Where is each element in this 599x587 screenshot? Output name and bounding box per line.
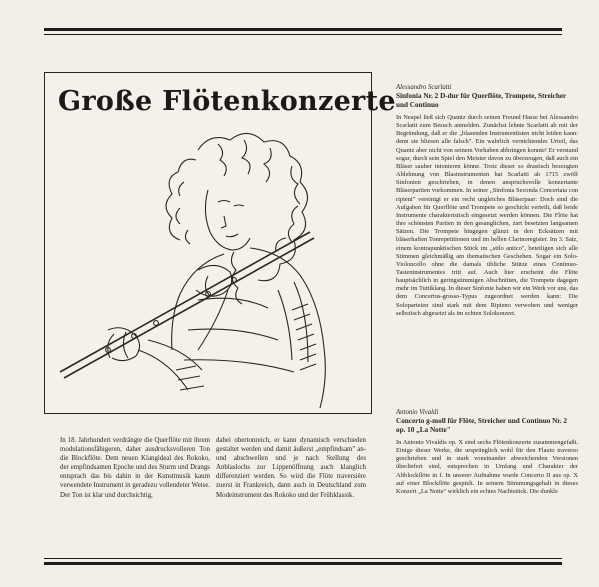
section-vivaldi [396,408,578,496]
bottom-rule-thin [44,558,562,559]
intro-column-1: In 18. Jahrhundert verdrängte die Querflöte mit ihrem modulationsfähigeren, daher ausdrucksvolleren Ton die Blockflöte. Dem neuen Klangideal des Rokoko, der empfindsamen Epoche und des Sturm und Drangs entsprach das bis dahin in der Kunstmusik kaum verwendete Instrument in geradezu vollendeter Weise. Der Ton ist klar und durchsichtig, [60,437,210,499]
section-body: In Neapel ließ sich Quantz durch seinen Freund Hasse bei Alessandro Scarlatti zum Besuch anmelden. Zunächst lehnte Scarlatti ab mit der Begründung, daß er die „blasenden Instrumentisten nicht leiden kann: denn sie bliesen alle falsch". Ein wahrlich vernichtendes Urteil, das Quantz aber nicht von seinem Vorhaben abbringen konnte! Er verstand sogar, durch sein Spiel den Meister davon zu überzeugen, daß auch ein Bläser sauber intonieren könne. Trotz dieser so drastisch bezeugten Ablehnung von Blasinstrumenten hat Scarlatti ab 1715 zwölf Sinfonien geschrieben, in denen anspruchsvolle konzertante Bläserpartien vorkommen. In seiner „Sinfonia Seconda Concertata con ripieni" vereinigt er ein recht ungleiches Bläserpaar: Doch sind die Aufgaben für Querflöte und Trompete so geschickt verteilt, daß beide Instrumente charakteristisch eingesetzt werden können. Die Flöte hat ihre schönsten Partien in den gesanglichen, zart besetzten langsamen Sätzen. Die Trompete hingegen glänzt in den Ecksätzen mit bläserhaften Tonrepetitionen und im hellen Clarinoregister. Im 3. Satz, einem kontrapunktischen Stück im „stilo antico", beteiligen sich alle Stimmen gleichmäßig am thematischen Geschehen. Sogar ein Solo-Violoncello ohne die damals übliche Stütze eines Continuo-Tasteninstrumentes tritt auf. Auch hier erscheint die Flöte hauptsächlich in geringstimmigen Abschnitten, die Trompete dagegen mehr im Tuttiklang. In dieser Sinfonie haben wir ein Werk vor uns, das dem Concertus-grosso-Typus zugeordnet werden kann: Die Soloparteien sind stark mit dem Ripieno verwoben und weniger selbstisch abgesetzt als im echten Solokonzert. [396,114,578,317]
bottom-rule-thick [44,562,562,565]
work-title: Concerto g-moll für Flöte, Streicher und Continuo Nr. 2 op. 10 „La Notte" [396,417,568,434]
top-rule-thin [44,34,562,35]
section-body: In Antonio Vivaldis op. X sind sechs Flötenkonzerte zusammengefaßt. Einige dieser Werke, die ursprünglich wohl für den Flauto traverso geschrieben und in stark voneinander abweichenden Versionen überliefert sind, entsprechen in Umfang und Charakter der Altblockflöte in f. In unserer Aufnahme wurde Concerto II aus op. X auf einer Blockflöte gespielt. In seinem Stimmungsgehalt in dieses Konzert „La Notte" wirklich ein echtes Nachtstück. Die dunkle [396,439,578,495]
composer-name: Alessandro Scarlatti [396,84,452,91]
composer-name: Antonio Vivaldi [396,409,439,416]
work-title: Sinfonia Nr. 2 D-dur für Querflöte, Trompete, Streicher und Continuo [396,92,567,109]
intro-column-2: dabei obertonreich, er kann dynamisch verschieden gestaltet werden und damit äußerst „empfindsam" an- und abschwellen und je nach Stellung des Anblaslochs zur Lippenöffnung auch klanglich differenziert werden. So wird die Flöte traversière zuerst in Frankreich, dann auch in Deutschland zum Modeinstrument des Rokoko und der Frühklassik. [216,437,366,499]
flutist-engraving [48,120,364,410]
top-rule-thick [44,28,562,31]
page-title: Große Flötenkonzerte [58,86,396,117]
section-scarlatti [396,83,578,318]
